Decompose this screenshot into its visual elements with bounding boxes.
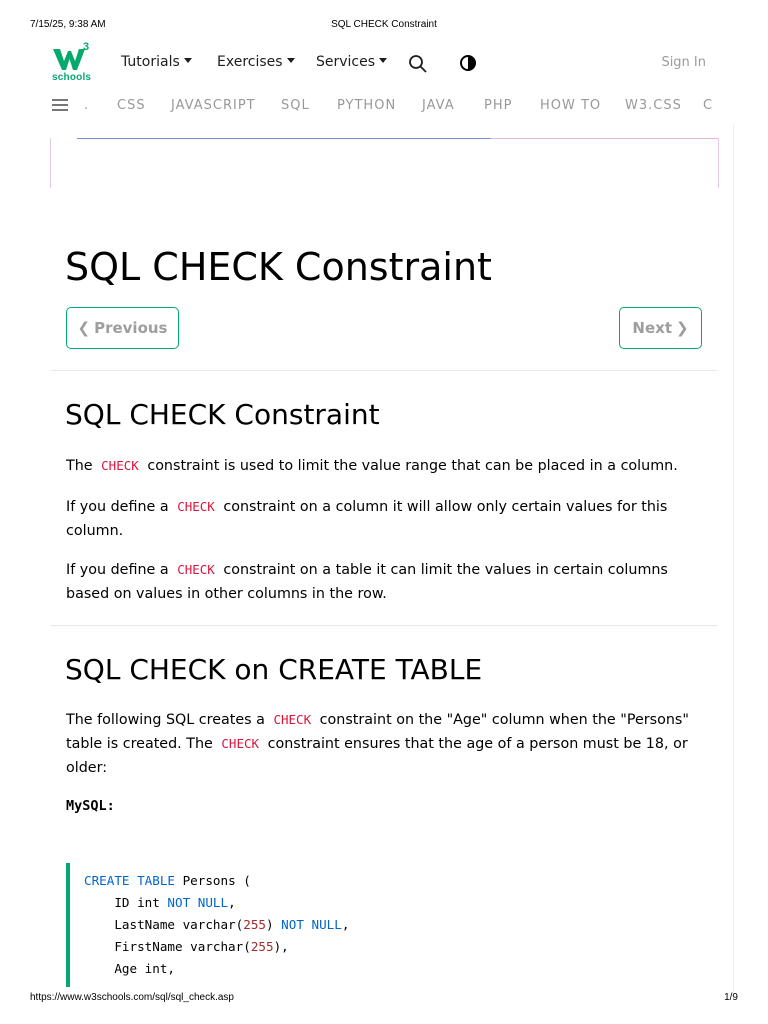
inline-code: CHECK <box>177 562 215 577</box>
topic-navigation <box>50 94 718 118</box>
sql-number: 255 <box>243 917 266 932</box>
code-example <box>66 863 710 987</box>
inline-code: CHECK <box>177 499 215 514</box>
w3schools-logo[interactable] <box>50 41 94 84</box>
subnav-item-php[interactable]: PHP <box>484 98 513 113</box>
ad-placeholder <box>50 138 719 188</box>
text: constraint is used to limit the value range that can be placed in a column. <box>147 458 678 474</box>
section-heading: SQL CHECK on CREATE TABLE <box>65 653 483 686</box>
sql-keyword: CREATE TABLE <box>84 873 175 888</box>
code-text: ), <box>273 939 289 954</box>
print-url: https://www.w3schools.com/sql/sql_check.asp <box>30 992 234 1003</box>
chevron-left-icon: ❮ <box>77 319 91 337</box>
print-footer <box>0 992 768 1006</box>
sign-in-link[interactable]: Sign In <box>661 55 706 70</box>
code-line <box>84 917 349 932</box>
code-text: LastName varchar( <box>84 917 244 932</box>
mysql-label: MySQL: <box>66 798 115 814</box>
text: If you define a <box>66 499 169 515</box>
subnav-item-w3css[interactable]: W3.CSS <box>625 98 682 113</box>
tutorials-menu[interactable] <box>121 54 192 70</box>
code-text: Persons ( <box>175 873 251 888</box>
divider <box>51 625 717 626</box>
previous-label: Previous <box>94 319 168 337</box>
search-icon[interactable] <box>408 54 428 74</box>
text: The <box>66 458 93 474</box>
section-heading: SQL CHECK Constraint <box>65 398 380 431</box>
subnav-item-javascript[interactable]: JAVASCRIPT <box>171 98 256 113</box>
paragraph <box>66 708 706 780</box>
code-line <box>84 939 289 954</box>
code-text: , <box>341 917 350 932</box>
next-button[interactable] <box>619 307 702 349</box>
divider <box>51 370 717 371</box>
subnav-item-partial[interactable]: . <box>84 98 90 113</box>
caret-down-icon <box>287 58 295 63</box>
paragraph <box>66 495 706 543</box>
sql-keyword: NOT NULL <box>281 917 342 932</box>
text: constraint on a column it will allow only certain values for this column. <box>66 499 668 539</box>
services-label: Services <box>316 54 376 70</box>
chevron-right-icon: ❯ <box>676 319 689 337</box>
code-text: Age int, <box>84 961 175 976</box>
print-title: SQL CHECK Constraint <box>331 19 437 30</box>
code-line <box>84 895 236 910</box>
text: constraint on the "Age" column when the "Persons" table is created. The <box>66 712 689 752</box>
inline-code: CHECK <box>221 736 260 751</box>
caret-down-icon <box>379 58 387 63</box>
subnav-item-howto[interactable]: HOW TO <box>540 98 602 113</box>
subnav-item-c[interactable]: C <box>703 98 714 113</box>
code-line <box>84 873 251 888</box>
text: constraint on a table it can limit the values in certain columns based on values in other columns in the row. <box>66 562 668 602</box>
code-text: FirstName varchar( <box>84 939 251 954</box>
caret-down-icon <box>184 58 192 63</box>
print-page-number: 1/9 <box>724 992 738 1003</box>
services-menu[interactable] <box>316 54 387 70</box>
code-line <box>84 961 175 976</box>
code-text: ) <box>265 917 282 932</box>
dark-mode-toggle-icon[interactable] <box>458 53 478 73</box>
previous-button[interactable] <box>66 307 179 349</box>
paragraph <box>66 454 706 478</box>
text: constraint ensures that the age of a person must be 18, or older: <box>66 736 688 776</box>
subnav-item-sql[interactable]: SQL <box>281 98 310 113</box>
code-text: ID int <box>84 895 168 910</box>
hamburger-menu-icon[interactable] <box>52 99 68 111</box>
w3-logo-icon <box>52 44 86 72</box>
print-header <box>0 19 768 33</box>
text: If you define a <box>66 562 169 578</box>
sidebar-divider <box>733 124 734 992</box>
subnav-item-java[interactable]: JAVA <box>422 98 455 113</box>
subnav-item-css[interactable]: CSS <box>117 98 146 113</box>
logo-text: schools <box>52 72 92 83</box>
exercises-label: Exercises <box>217 54 283 70</box>
subnav-item-python[interactable]: PYTHON <box>337 98 397 113</box>
code-text: , <box>228 895 236 910</box>
sql-number: 255 <box>250 939 274 954</box>
page-title: SQL CHECK Constraint <box>65 245 492 289</box>
tutorials-label: Tutorials <box>121 54 180 70</box>
logo-superscript: 3 <box>83 41 90 53</box>
next-label: Next <box>632 319 672 337</box>
print-datetime: 7/15/25, 9:38 AM <box>30 19 106 30</box>
inline-code: CHECK <box>273 712 312 727</box>
exercises-menu[interactable] <box>217 54 295 70</box>
inline-code: CHECK <box>101 458 139 473</box>
top-navigation <box>0 40 768 88</box>
paragraph <box>66 558 706 606</box>
sql-keyword: NOT NULL <box>167 895 229 910</box>
text: The following SQL creates a <box>66 712 265 728</box>
